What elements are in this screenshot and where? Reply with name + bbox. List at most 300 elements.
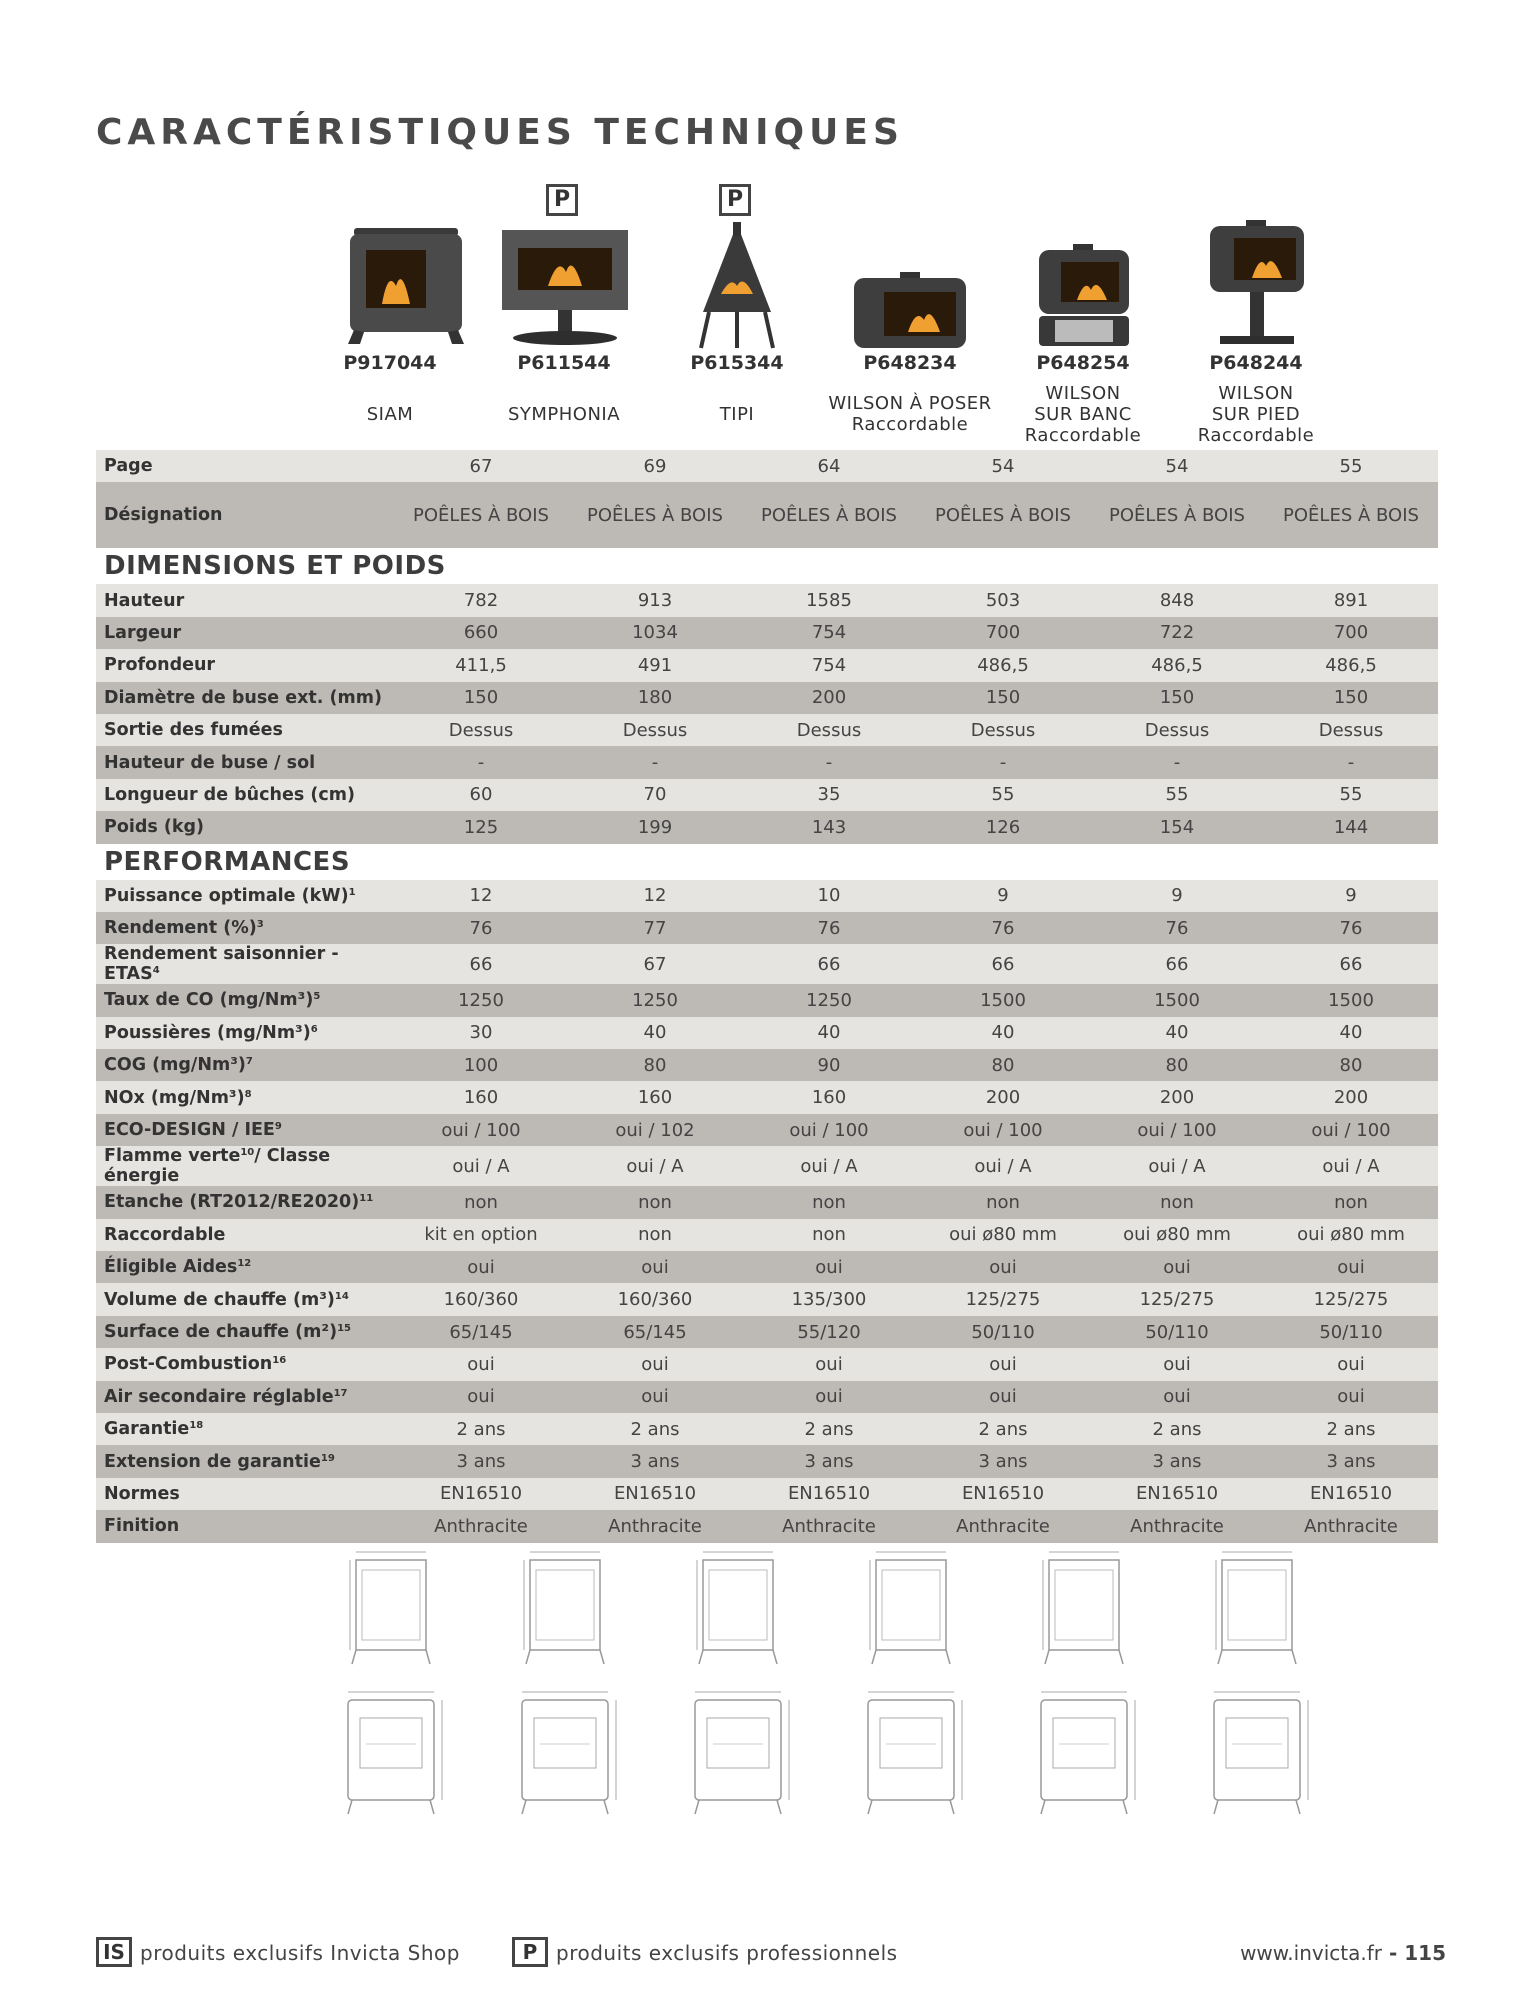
spec-value: oui	[568, 1251, 742, 1283]
spec-value: oui	[742, 1348, 916, 1380]
spec-value: oui	[1264, 1348, 1438, 1380]
spec-value: 9	[1264, 880, 1438, 912]
spec-label-text: Poussières (mg/Nm³)	[104, 1022, 311, 1043]
is-badge: IS	[96, 1937, 132, 1967]
spec-value: 66	[394, 944, 568, 984]
product-name-line: Raccordable	[851, 414, 969, 435]
spec-value: Dessus	[1090, 714, 1264, 746]
spec-value: 1585	[742, 584, 916, 616]
spec-label	[96, 1114, 394, 1146]
spec-value: 54	[1090, 450, 1264, 482]
drawing-column	[824, 1540, 996, 1830]
front-view-drawing	[651, 1684, 823, 1828]
spec-label-text: Page	[104, 456, 153, 477]
pro-exclusive-badge: P	[719, 184, 751, 216]
spec-value: 135/300	[742, 1283, 916, 1315]
product-name-line: WILSON À POSER	[828, 393, 992, 414]
spec-value: Dessus	[742, 714, 916, 746]
spec-label-text: Post-Combustion	[104, 1354, 273, 1375]
spec-value: 2 ans	[1090, 1413, 1264, 1445]
spec-value: kit en option	[394, 1219, 568, 1251]
spec-value: 200	[742, 682, 916, 714]
spec-value: 2 ans	[568, 1413, 742, 1445]
spec-value: 64	[742, 450, 916, 482]
section-header	[96, 548, 1438, 584]
spec-value: -	[742, 746, 916, 778]
spec-value: oui	[1090, 1348, 1264, 1380]
spec-value: 76	[742, 912, 916, 944]
spec-value: Dessus	[568, 714, 742, 746]
spec-value: 411,5	[394, 649, 568, 681]
separator: -	[1388, 1941, 1398, 1965]
drawing-column	[997, 1540, 1169, 1830]
footnote-ref: 12	[237, 1258, 252, 1270]
spec-value: POÊLES À BOIS	[1090, 482, 1264, 548]
spec-value: 913	[568, 584, 742, 616]
spec-label	[96, 944, 394, 984]
spec-value: oui	[742, 1381, 916, 1413]
footnote-ref: 3	[256, 919, 264, 931]
spec-row	[96, 682, 1438, 714]
spec-value: POÊLES À BOIS	[742, 482, 916, 548]
spec-value: 80	[916, 1049, 1090, 1081]
spec-value: 70	[568, 779, 742, 811]
spec-value: 65/145	[394, 1316, 568, 1348]
side-view-drawing	[651, 1540, 823, 1684]
spec-value: 125	[394, 811, 568, 843]
spec-value: oui / 100	[394, 1114, 568, 1146]
spec-value: 200	[1090, 1081, 1264, 1113]
spec-value: 1250	[394, 984, 568, 1016]
is-legend: produits exclusifs Invicta Shop	[140, 1941, 460, 1965]
spec-value: 35	[742, 779, 916, 811]
spec-value: 12	[394, 880, 568, 912]
product-name-line: SUR PIED	[1211, 403, 1301, 425]
spec-value: 3 ans	[916, 1445, 1090, 1477]
section-title: DIMENSIONS ET POIDS	[96, 548, 1438, 584]
spec-value: oui / 100	[1090, 1114, 1264, 1146]
spec-label-text: Rendement saisonnier - ETAS	[104, 944, 339, 985]
spec-value: 848	[1090, 584, 1264, 616]
side-view-drawing	[824, 1540, 996, 1684]
spec-value: 3 ans	[1090, 1445, 1264, 1477]
spec-value: oui ø80 mm	[1264, 1219, 1438, 1251]
spec-value: 76	[394, 912, 568, 944]
spec-value: 2 ans	[394, 1413, 568, 1445]
spec-value: 40	[742, 1017, 916, 1049]
spec-value: 125/275	[1090, 1283, 1264, 1315]
footnote-ref: 10	[240, 1147, 255, 1159]
spec-value: 754	[742, 649, 916, 681]
spec-value: 126	[916, 811, 1090, 843]
footnote-ref: 15	[337, 1323, 351, 1334]
spec-value: 160	[568, 1081, 742, 1113]
spec-value: non	[916, 1186, 1090, 1218]
spec-value: non	[394, 1186, 568, 1218]
front-view-drawing	[304, 1684, 476, 1828]
spec-label	[96, 1251, 394, 1283]
spec-value: 80	[1264, 1049, 1438, 1081]
footnote-ref: 1	[348, 886, 356, 898]
site-url[interactable]: www.invicta.fr	[1240, 1941, 1382, 1965]
spec-label-text: Air secondaire réglable	[104, 1386, 334, 1407]
spec-value: POÊLES À BOIS	[568, 482, 742, 548]
spec-value: 67	[568, 944, 742, 984]
side-view-drawing	[997, 1540, 1169, 1684]
spec-value: Anthracite	[1264, 1510, 1438, 1542]
spec-label-text: / Classe énergie	[104, 1146, 331, 1187]
product-name-line: TIPI	[719, 403, 755, 425]
spec-value: -	[568, 746, 742, 778]
product-column	[997, 180, 1169, 450]
spec-row	[96, 1049, 1438, 1081]
spec-value: 1500	[1264, 984, 1438, 1016]
spec-value: -	[1090, 746, 1264, 778]
spec-value: oui / A	[916, 1146, 1090, 1186]
spec-value: 150	[1090, 682, 1264, 714]
spec-value: Dessus	[1264, 714, 1438, 746]
spec-value: oui ø80 mm	[1090, 1219, 1264, 1251]
spec-value: 200	[1264, 1081, 1438, 1113]
spec-value: 180	[568, 682, 742, 714]
product-name	[478, 380, 650, 448]
footnote-ref: 5	[313, 991, 321, 1003]
footnote-ref: 14	[334, 1290, 349, 1302]
spec-label-text: Puissance optimale (kW)	[104, 885, 349, 906]
spec-row	[96, 1219, 1438, 1251]
spec-row	[96, 1081, 1438, 1113]
spec-value: 3 ans	[568, 1445, 742, 1477]
spec-value: 1500	[1090, 984, 1264, 1016]
spec-value: oui	[916, 1348, 1090, 1380]
spec-value: 40	[1264, 1017, 1438, 1049]
spec-value: EN16510	[742, 1478, 916, 1510]
front-view-drawing	[1170, 1684, 1342, 1828]
product-name	[1170, 380, 1342, 448]
spec-label	[96, 1049, 394, 1081]
spec-value: 65/145	[568, 1316, 742, 1348]
spec-value: 486,5	[1264, 649, 1438, 681]
p-badge: P	[512, 1937, 548, 1967]
spec-row	[96, 1381, 1438, 1413]
spec-row	[96, 779, 1438, 811]
spec-value: oui	[1090, 1251, 1264, 1283]
page-title: CARACTÉRISTIQUES TECHNIQUES	[96, 112, 904, 153]
product-name-line: Raccordable	[1024, 424, 1142, 446]
spec-value: 150	[916, 682, 1090, 714]
footnote-ref: 11	[359, 1193, 374, 1205]
spec-label-text: Taux de CO (mg/Nm³)	[104, 990, 314, 1011]
spec-value: oui	[568, 1348, 742, 1380]
spec-value: non	[568, 1186, 742, 1218]
spec-value: 10	[742, 880, 916, 912]
spec-row	[96, 1186, 1438, 1218]
spec-value: EN16510	[1264, 1478, 1438, 1510]
spec-label	[96, 1186, 394, 1218]
front-view-drawing	[478, 1684, 650, 1828]
spec-value: 80	[1090, 1049, 1264, 1081]
footnote-ref: 17	[333, 1387, 348, 1399]
footnote-ref: 16	[272, 1355, 287, 1367]
spec-label-text: Longueur de bûches (cm)	[104, 784, 355, 805]
product-header	[0, 180, 1538, 450]
product-column	[478, 180, 650, 450]
drawing-column	[651, 1540, 823, 1830]
spec-value: oui	[1090, 1381, 1264, 1413]
spec-value: 76	[1264, 912, 1438, 944]
spec-label	[96, 1283, 394, 1315]
spec-value: 50/110	[1264, 1316, 1438, 1348]
spec-label	[96, 617, 394, 649]
page-number: 115	[1404, 1941, 1446, 1965]
spec-label	[96, 1510, 394, 1542]
product-ref: P648244	[1209, 352, 1303, 374]
spec-value: -	[916, 746, 1090, 778]
spec-row	[96, 1251, 1438, 1283]
product-name-line: SUR BANC	[1034, 403, 1132, 425]
spec-row	[96, 482, 1438, 548]
spec-value: oui	[394, 1381, 568, 1413]
product-column	[824, 180, 996, 450]
spec-value: 100	[394, 1049, 568, 1081]
footnote-ref: 19	[320, 1452, 335, 1464]
spec-label	[96, 746, 394, 778]
spec-value: 55	[1264, 450, 1438, 482]
spec-value: 1250	[568, 984, 742, 1016]
spec-label	[96, 714, 394, 746]
side-view-drawing	[478, 1540, 650, 1684]
spec-label	[96, 912, 394, 944]
spec-label-text: Désignation	[104, 505, 223, 526]
spec-value: 700	[916, 617, 1090, 649]
spec-value: 9	[1090, 880, 1264, 912]
spec-value: EN16510	[568, 1478, 742, 1510]
product-ref: P615344	[690, 352, 784, 374]
spec-value: oui	[1264, 1381, 1438, 1413]
spec-value: 503	[916, 584, 1090, 616]
footnote-ref: 7	[245, 1056, 253, 1068]
spec-value: non	[742, 1219, 916, 1251]
spec-value: 1034	[568, 617, 742, 649]
product-ref: P917044	[343, 352, 437, 374]
spec-label	[96, 1219, 394, 1251]
spec-row	[96, 714, 1438, 746]
spec-label	[96, 584, 394, 616]
spec-row	[96, 984, 1438, 1016]
footer	[0, 1935, 1538, 1971]
product-name	[651, 380, 823, 448]
spec-label-text: Normes	[104, 1483, 180, 1504]
spec-label	[96, 1017, 394, 1049]
product-name	[304, 380, 476, 448]
spec-row	[96, 1445, 1438, 1477]
spec-label	[96, 682, 394, 714]
spec-label-text: Finition	[104, 1516, 180, 1537]
spec-value: non	[1090, 1186, 1264, 1218]
spec-label-text: Profondeur	[104, 655, 216, 676]
spec-value: 55	[1090, 779, 1264, 811]
spec-row	[96, 1348, 1438, 1380]
spec-label	[96, 984, 394, 1016]
spec-value: 54	[916, 450, 1090, 482]
spec-value: -	[1264, 746, 1438, 778]
spec-label-text: ECO-DESIGN / IEE	[104, 1120, 275, 1141]
product-name-line: WILSON	[1045, 382, 1121, 404]
spec-label-text: Poids (kg)	[104, 817, 205, 838]
product-name-line: WILSON	[1218, 382, 1294, 404]
spec-value: oui	[394, 1251, 568, 1283]
spec-value: 160	[394, 1081, 568, 1113]
spec-value: 55/120	[742, 1316, 916, 1348]
spec-value: 40	[1090, 1017, 1264, 1049]
spec-label	[96, 450, 394, 482]
spec-table	[96, 450, 1438, 1543]
spec-value: oui / A	[742, 1146, 916, 1186]
spec-row	[96, 649, 1438, 681]
spec-label-text: Sortie des fumées	[104, 720, 283, 741]
spec-label	[96, 1081, 394, 1113]
spec-row	[96, 1413, 1438, 1445]
spec-value: 30	[394, 1017, 568, 1049]
spec-row	[96, 1510, 1438, 1542]
footnote-ref: 18	[189, 1420, 204, 1432]
spec-value: 160/360	[394, 1283, 568, 1315]
spec-value: oui / A	[1264, 1146, 1438, 1186]
spec-value: 144	[1264, 811, 1438, 843]
spec-value: 67	[394, 450, 568, 482]
spec-value: 150	[1264, 682, 1438, 714]
spec-value: 55	[916, 779, 1090, 811]
product-ref: P611544	[517, 352, 611, 374]
spec-row	[96, 1017, 1438, 1049]
spec-value: 3 ans	[1264, 1445, 1438, 1477]
spec-value: Anthracite	[916, 1510, 1090, 1542]
spec-value: oui	[916, 1381, 1090, 1413]
spec-value: -	[394, 746, 568, 778]
spec-value: 66	[916, 944, 1090, 984]
spec-row	[96, 1114, 1438, 1146]
p-legend: produits exclusifs professionnels	[556, 1941, 898, 1965]
spec-value: 66	[742, 944, 916, 984]
side-view-drawing	[304, 1540, 476, 1684]
spec-label-text: Volume de chauffe (m³)	[104, 1289, 335, 1310]
spec-value: oui / 100	[742, 1114, 916, 1146]
footnote-ref: 4	[152, 965, 160, 977]
product-name-line: SYMPHONIA	[507, 403, 621, 425]
spec-label-text: NOx (mg/Nm³)	[104, 1087, 245, 1108]
product-name	[997, 380, 1169, 448]
spec-label-text: Rendement (%)	[104, 918, 257, 939]
spec-label-text: Raccordable	[104, 1224, 226, 1245]
spec-value: 125/275	[1264, 1283, 1438, 1315]
front-view-drawing	[997, 1684, 1169, 1828]
spec-value: non	[1264, 1186, 1438, 1218]
site-and-page	[1240, 1941, 1446, 1965]
section-header	[96, 844, 1438, 880]
spec-value: 486,5	[1090, 649, 1264, 681]
spec-value: 143	[742, 811, 916, 843]
spec-value: 754	[742, 617, 916, 649]
spec-value: 9	[916, 880, 1090, 912]
product-name-line: Raccordable	[1197, 424, 1315, 446]
spec-label-text: Largeur	[104, 622, 182, 643]
spec-label-text: Flamme verte	[104, 1146, 241, 1167]
spec-value: oui / A	[568, 1146, 742, 1186]
spec-value: EN16510	[916, 1478, 1090, 1510]
product-ref: P648234	[863, 352, 957, 374]
spec-value: 491	[568, 649, 742, 681]
spec-label	[96, 1316, 394, 1348]
spec-value: 1500	[916, 984, 1090, 1016]
product-ref: P648254	[1036, 352, 1130, 374]
spec-value: 60	[394, 779, 568, 811]
spec-value: 160	[742, 1081, 916, 1113]
spec-value: 40	[568, 1017, 742, 1049]
spec-value: POÊLES À BOIS	[916, 482, 1090, 548]
spec-label	[96, 1381, 394, 1413]
spec-value: POÊLES À BOIS	[1264, 482, 1438, 548]
drawing-column	[1170, 1540, 1342, 1830]
spec-value: POÊLES À BOIS	[394, 482, 568, 548]
spec-value: 782	[394, 584, 568, 616]
drawing-column	[478, 1540, 650, 1830]
spec-label-text: Hauteur	[104, 590, 185, 611]
spec-row	[96, 1283, 1438, 1315]
product-column	[651, 180, 823, 450]
spec-row	[96, 617, 1438, 649]
spec-value: oui	[1264, 1251, 1438, 1283]
spec-value: 154	[1090, 811, 1264, 843]
front-view-drawing	[824, 1684, 996, 1828]
spec-value: oui / A	[1090, 1146, 1264, 1186]
spec-row	[96, 1146, 1438, 1186]
spec-value: 700	[1264, 617, 1438, 649]
footnote-ref: 8	[244, 1088, 252, 1100]
spec-value: 1250	[742, 984, 916, 1016]
spec-value: EN16510	[394, 1478, 568, 1510]
spec-value: 66	[1264, 944, 1438, 984]
spec-value: 50/110	[1090, 1316, 1264, 1348]
spec-value: oui ø80 mm	[916, 1219, 1090, 1251]
spec-label	[96, 1348, 394, 1380]
spec-value: Anthracite	[568, 1510, 742, 1542]
spec-value: 722	[1090, 617, 1264, 649]
drawing-column	[304, 1540, 476, 1830]
spec-value: 200	[916, 1081, 1090, 1113]
spec-label-text: Surface de chauffe (m²)	[104, 1322, 338, 1342]
spec-value: oui	[394, 1348, 568, 1380]
spec-label	[96, 482, 394, 548]
spec-value: oui	[742, 1251, 916, 1283]
spec-value: 486,5	[916, 649, 1090, 681]
spec-value: oui	[916, 1251, 1090, 1283]
spec-label-text: Éligible Aides	[104, 1257, 238, 1278]
spec-row	[96, 912, 1438, 944]
spec-value: 160/360	[568, 1283, 742, 1315]
product-column	[1170, 180, 1342, 450]
spec-label-text: Garantie	[104, 1419, 190, 1440]
spec-value: 199	[568, 811, 742, 843]
spec-value: 125/275	[916, 1283, 1090, 1315]
spec-value: 660	[394, 617, 568, 649]
spec-value: EN16510	[1090, 1478, 1264, 1510]
spec-label-text: Diamètre de buse ext. (mm)	[104, 687, 382, 708]
spec-value: 891	[1264, 584, 1438, 616]
spec-label-text: COG (mg/Nm³)	[104, 1055, 246, 1076]
spec-value: Anthracite	[1090, 1510, 1264, 1542]
spec-value: Dessus	[916, 714, 1090, 746]
footnote-ref: 6	[310, 1023, 318, 1035]
